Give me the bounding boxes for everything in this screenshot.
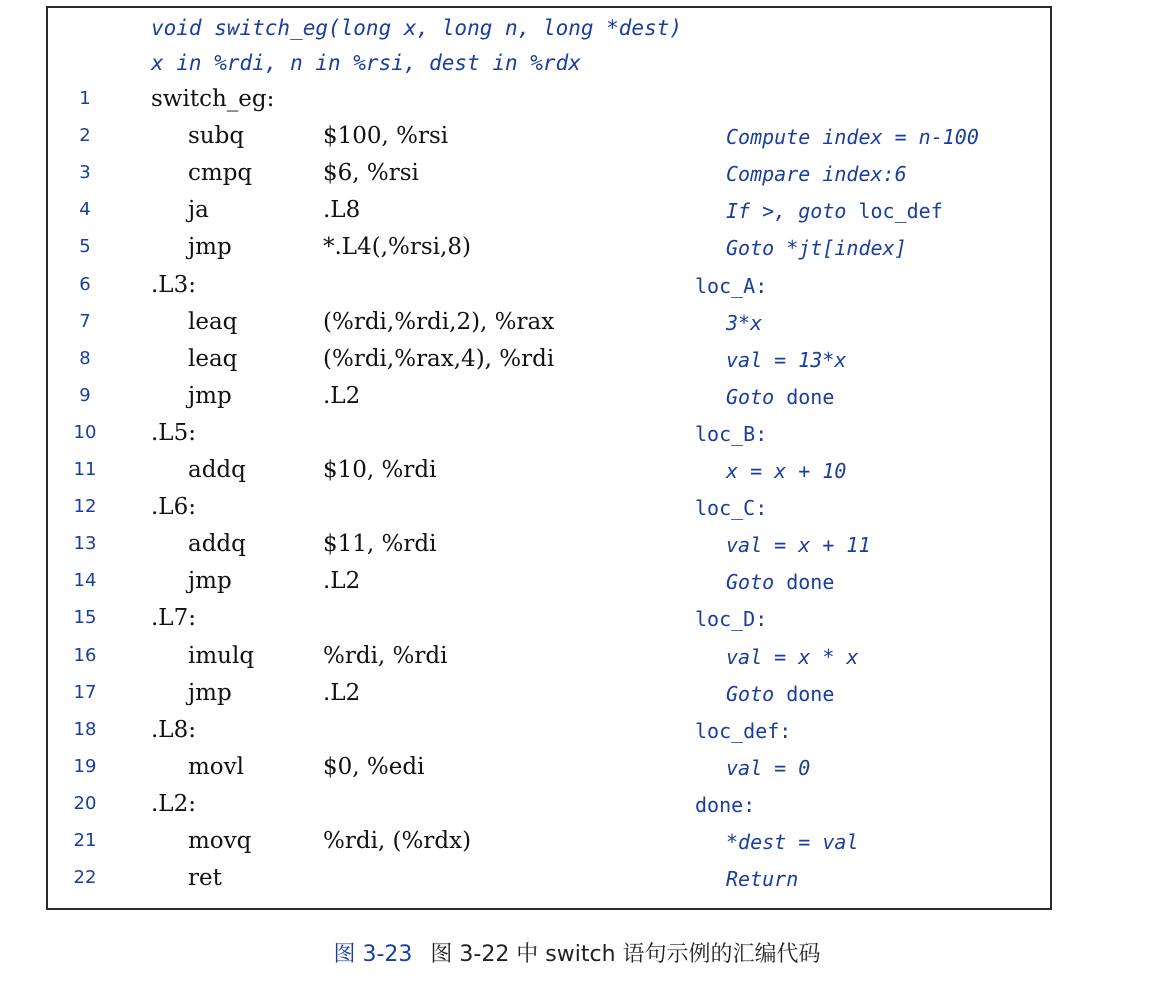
code-line [48, 197, 1048, 234]
line-number: 10 [73, 421, 97, 443]
code-line [48, 865, 1048, 902]
comment-segment: x = x + 10 [726, 459, 847, 483]
comment-segment: Return [726, 867, 799, 892]
comment-segment: done [786, 681, 835, 706]
asm-mnemonic: jmp [188, 234, 232, 261]
asm-mnemonic: jmp [188, 679, 232, 706]
code-line [48, 272, 1048, 309]
caption-text: 图 3-22 中 switch 语句示例的汇编代码 [430, 942, 821, 967]
code-comment [726, 533, 871, 557]
line-number: 11 [73, 459, 97, 480]
asm-operands: .L2 [323, 679, 361, 706]
asm-operands: (%rdi,%rax,4), %rdi [323, 345, 555, 372]
comment-segment: If >, goto [726, 199, 859, 224]
comment-segment: *dest = val [726, 830, 859, 854]
figure-number: 图 3-23 [333, 942, 413, 967]
comment-label: loc_def: [695, 718, 792, 743]
comment-label: loc_C: [695, 496, 768, 521]
code-line [48, 309, 1048, 346]
line-number: 19 [73, 755, 97, 777]
line-number: 5 [79, 236, 91, 258]
code-line [48, 420, 1048, 457]
asm-label: .L3: [151, 271, 196, 298]
code-line [48, 828, 1048, 865]
asm-label: .L7: [151, 605, 196, 632]
code-comment [726, 645, 858, 669]
code-line [48, 457, 1048, 494]
comment-segment: Compare index:6 [726, 162, 907, 187]
line-number: 20 [73, 792, 97, 814]
code-comment [726, 311, 762, 335]
asm-operands: .L2 [323, 382, 361, 409]
comment-segment: Goto [726, 384, 787, 409]
asm-mnemonic: leaq [188, 345, 238, 372]
code-line [48, 86, 1048, 123]
asm-label: .L6: [151, 494, 196, 521]
comment-label: loc_D: [695, 607, 768, 632]
asm-operands: .L2 [323, 568, 361, 595]
code-line [48, 531, 1048, 568]
comment-label: done: [695, 792, 756, 817]
code-line [48, 717, 1048, 754]
line-number: 15 [73, 607, 97, 629]
code-line [48, 568, 1048, 605]
code-line [48, 383, 1048, 420]
comment-label: loc_B: [695, 421, 768, 446]
line-number: 2 [79, 125, 91, 147]
asm-mnemonic: ret [188, 865, 222, 892]
asm-operands: %rdi, (%rdx) [323, 828, 472, 854]
asm-operands: $11, %rdi [323, 531, 437, 558]
line-number: 17 [73, 681, 97, 703]
line-number: 21 [73, 830, 97, 851]
code-comment [726, 125, 979, 149]
asm-mnemonic: imulq [188, 642, 255, 669]
code-line [48, 160, 1048, 197]
comment-segment: Goto [726, 681, 787, 706]
line-number: 6 [79, 273, 91, 295]
line-number: 8 [79, 347, 91, 369]
comment-segment: loc_def [858, 199, 943, 224]
comment-segment: done [786, 384, 835, 409]
asm-label: .L2: [151, 790, 196, 817]
line-number: 18 [73, 718, 97, 740]
code-comment [726, 867, 798, 891]
asm-operands: (%rdi,%rdi,2), %rax [323, 308, 555, 335]
asm-mnemonic: jmp [188, 382, 232, 409]
asm-operands: $6, %rsi [323, 160, 419, 187]
code-comment [726, 236, 907, 260]
line-number: 16 [73, 644, 97, 666]
asm-mnemonic: addq [188, 531, 246, 558]
asm-operands: $10, %rdi [323, 457, 437, 483]
code-line [48, 234, 1048, 271]
code-listing [46, 6, 1052, 910]
asm-mnemonic: movq [188, 828, 252, 854]
code-comment [726, 756, 810, 780]
comment-segment: done [786, 570, 835, 595]
asm-mnemonic: leaq [188, 308, 238, 335]
comment-segment: val = x * x [726, 644, 859, 669]
asm-mnemonic: jmp [188, 568, 232, 595]
comment-segment: Goto *jt[index] [726, 236, 907, 261]
asm-mnemonic: subq [188, 123, 245, 150]
comment-segment: val = x + 11 [726, 533, 871, 558]
code-line [48, 494, 1048, 531]
asm-mnemonic: cmpq [188, 160, 253, 187]
code-comment [726, 199, 943, 223]
comment-segment: 3*x [726, 310, 763, 335]
code-line [48, 605, 1048, 642]
asm-mnemonic: ja [188, 197, 209, 224]
comment-segment: Compute index = n-100 [726, 125, 979, 150]
asm-operands: .L8 [323, 197, 361, 224]
code-comment [726, 682, 834, 706]
comment-label: loc_A: [695, 273, 768, 298]
line-number: 1 [79, 88, 91, 109]
code-comment [726, 830, 858, 854]
line-number: 22 [73, 867, 97, 889]
code-comment [726, 162, 907, 186]
asm-mnemonic: movl [188, 753, 245, 780]
asm-operands: *.L4(,%rsi,8) [323, 234, 471, 261]
code-comment [726, 385, 834, 409]
comment-segment: val = 0 [726, 755, 811, 780]
asm-operands: %rdi, %rdi [323, 642, 448, 669]
figure-caption [0, 937, 1154, 968]
code-line [48, 123, 1048, 160]
line-number: 13 [73, 533, 97, 555]
asm-operands: $100, %rsi [323, 123, 449, 150]
line-number: 14 [73, 570, 97, 592]
code-line [48, 791, 1048, 828]
code-line [48, 643, 1048, 680]
code-comment [726, 459, 846, 483]
line-number: 7 [79, 310, 91, 332]
register-mapping: x in %rdi, n in %rsi, dest in %rdx [151, 51, 581, 75]
line-number: 9 [79, 384, 91, 406]
code-line [48, 346, 1048, 383]
comment-segment: val = 13*x [726, 347, 847, 372]
asm-mnemonic: addq [188, 457, 246, 483]
line-number: 12 [73, 496, 97, 518]
line-number: 3 [79, 162, 91, 184]
code-line [48, 754, 1048, 791]
asm-label: .L8: [151, 716, 196, 743]
code-line [48, 680, 1048, 717]
code-comment [726, 348, 846, 372]
asm-operands: $0, %edi [323, 753, 425, 780]
code-comment [726, 570, 834, 594]
line-number: 4 [79, 199, 91, 221]
asm-label: .L5: [151, 419, 196, 446]
comment-segment: Goto [726, 570, 787, 595]
asm-label: switch_eg: [151, 86, 275, 112]
function-signature: void switch_eg(long x, long n, long *dest) [151, 16, 683, 40]
